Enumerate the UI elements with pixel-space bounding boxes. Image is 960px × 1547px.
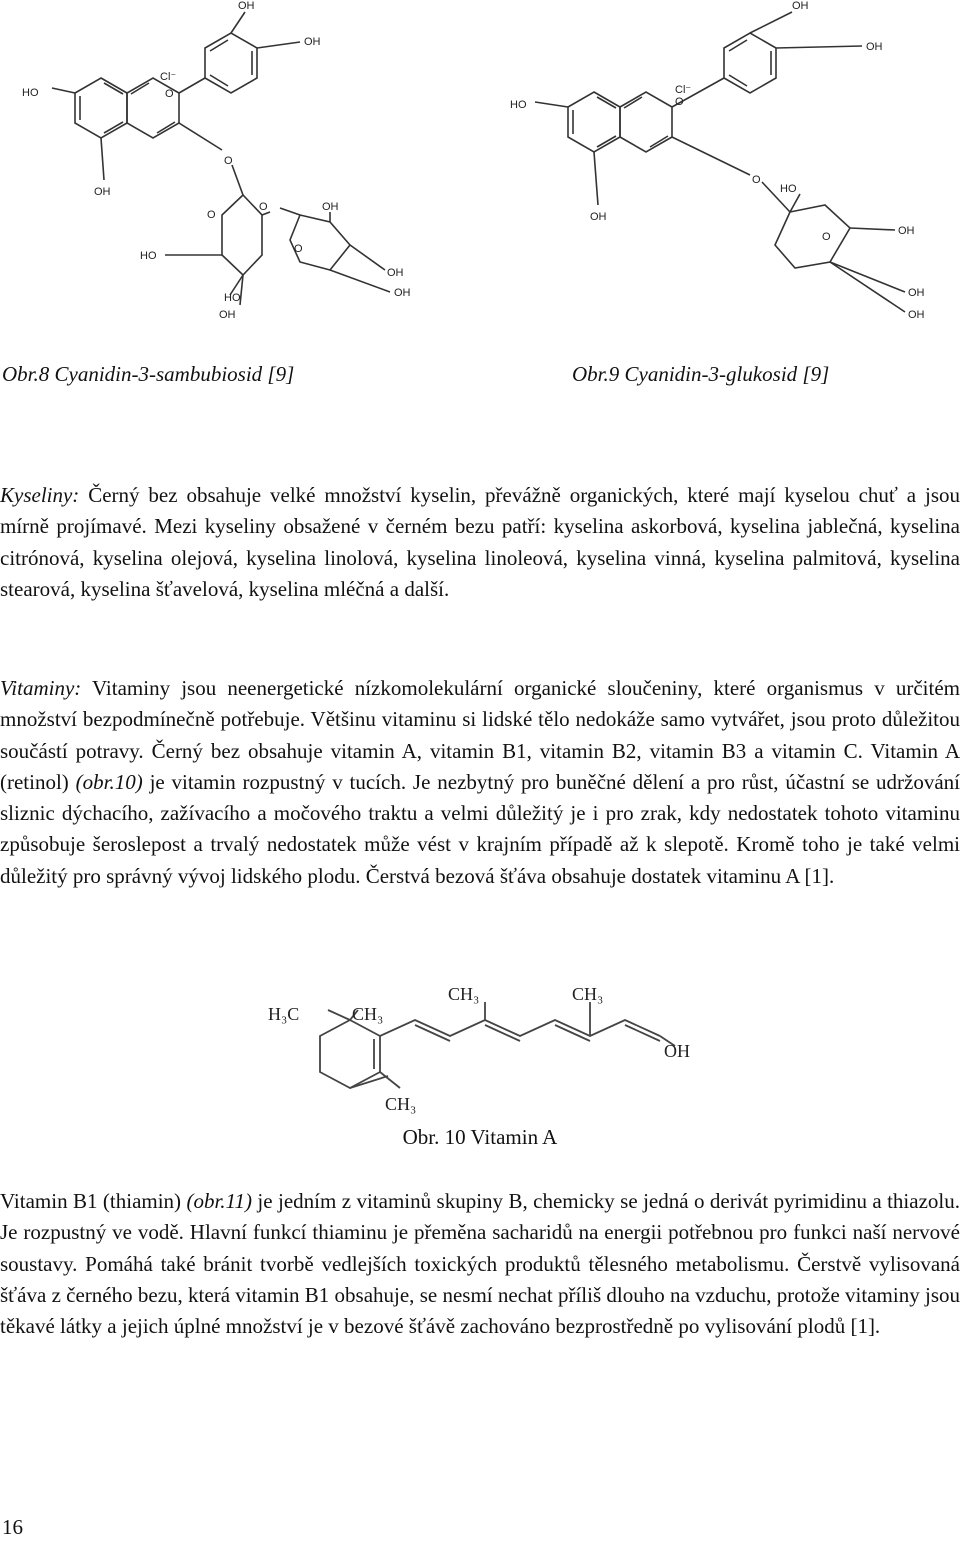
label-ho: HO — [224, 292, 241, 304]
label-ch3: CH₃ — [572, 984, 604, 1004]
label-ch3: CH₃ — [385, 1094, 417, 1114]
figure-reference: (obr.10) — [75, 769, 143, 794]
label-o: O — [207, 209, 216, 221]
label-oh: OH — [238, 0, 255, 12]
label-oh: OH — [304, 36, 321, 48]
figure-9-caption: Obr.9 Cyanidin-3-glukosid [9] — [572, 362, 830, 386]
label-o: O — [822, 231, 831, 243]
label-oh: OH — [898, 225, 915, 237]
figure-8-caption: Obr.8 Cyanidin-3-sambubiosid [9] — [2, 362, 295, 386]
paragraph-lead: Vitaminy: — [0, 676, 82, 700]
figure-reference: (obr.11) — [186, 1189, 252, 1213]
label-o: O — [294, 243, 303, 255]
label-oh: OH — [394, 287, 411, 299]
label-ho: HO — [780, 183, 797, 195]
label-oh: OH — [219, 309, 236, 321]
label-ho: HO — [510, 99, 527, 111]
label-cl: Cl⁻ — [160, 71, 177, 83]
label-o: O — [752, 174, 761, 186]
label-oh: OH — [908, 287, 925, 299]
paragraph-text: je jedním z vitaminů skupiny B, chemicky se jedná o derivát pyrimidinu a thiazolu. Je rozpustný ve vodě. Hlavní funkcí thiaminu je přeměna sacharidů na energii potřebnou pro funkci naší nervové soustavy. Pomáhá také bránit tvorbě vedlejších toxických produktů tělesného metabolismu. Čerstvě vylisovaná šťáva z černého bezu, která vitamin B1 obsahuje, se nesmí nechat příliš dlouho na vzduchu, protože vitaminy jsou těkavé látky a jejich úplné množství je v bezové šťávě zachováno bezprostředně po vylisování plodů [1]. — [0, 1189, 960, 1339]
figure-10-caption: Obr. 10 Vitamin A — [402, 1125, 558, 1149]
label-ch3: CH₃ — [448, 984, 480, 1004]
label-o-plus: O — [165, 88, 174, 100]
label-o: O — [259, 201, 268, 213]
paragraph-text: Vitaminy jsou neenergetické nízkomolekulární organické sloučeniny, které organismus v určitém množství bezpodmínečně potřebuje. Většinu vitaminu si lidské tělo nedokáže samo vytvářet, jsou proto důležitou součástí potravy. Černý bez obsahuje vitamin A, vitamin B1, vitamin B2, vitamin B3 a vitamin C. Vitamin A (retinol) — [0, 676, 960, 794]
label-h3c: H₃C — [268, 1004, 300, 1024]
label-oh: OH — [664, 1041, 690, 1061]
page-number: 16 — [2, 1515, 23, 1539]
label-oh: OH — [387, 267, 404, 279]
paragraph-lead: Kyseliny: — [0, 483, 80, 507]
figure-vitamin-a — [250, 980, 710, 1120]
label-ch3: CH₃ — [352, 1004, 384, 1024]
label-ho: HO — [22, 87, 39, 99]
paragraph-text: Vitamin B1 (thiamin) — [0, 1189, 187, 1213]
label-oh: OH — [908, 309, 925, 321]
label-oh: OH — [322, 201, 339, 213]
paragraph-kyseliny — [0, 480, 960, 605]
label-ho: HO — [140, 250, 157, 262]
label-oh: OH — [866, 41, 883, 53]
label-oh: OH — [590, 211, 607, 223]
paragraph-vitaminy — [0, 673, 960, 892]
figure-cyanidin-3-sambubiosid — [0, 0, 480, 340]
figure-cyanidin-3-glukosid — [480, 0, 960, 340]
paragraph-text: je vitamin rozpustný v tucích. Je nezbytný pro buněčné dělení a pro růst, účastní se udržování sliznic dýchacího, zažívacího a močového traktu a velmi důležitý je i pro zrak, kdy nedostatek tohoto vitaminu způsobuje šeroslepost a trvalý nedostatek může vést v krajním případě až k slepotě. Kromě toho je také velmi důležitý pro správný vývoj lidského plodu. Čerstvá bezová šťáva obsahuje dostatek vitaminu A [1]. — [0, 769, 960, 888]
label-o-plus: O — [675, 96, 684, 108]
label-cl: Cl⁻ — [675, 84, 692, 96]
label-oh: OH — [94, 186, 111, 198]
paragraph-vitamin-b1 — [0, 1186, 960, 1342]
label-oh: OH — [792, 0, 809, 12]
label-o: O — [224, 155, 233, 167]
paragraph-text: Černý bez obsahuje velké množství kyselin, převážně organických, které mají kyselou chuť a jsou mírně projímavé. Mezi kyseliny obsažené v černém bezu patří: kyselina askorbová, kyselina jablečná, kyselina citrónová, kyselina olejová, kyselina linolová, kyselina linoleová, kyselina vinná, kyselina palmitová, kyselina stearová, kyselina šťavelová, kyselina mléčná a další. — [0, 483, 960, 601]
